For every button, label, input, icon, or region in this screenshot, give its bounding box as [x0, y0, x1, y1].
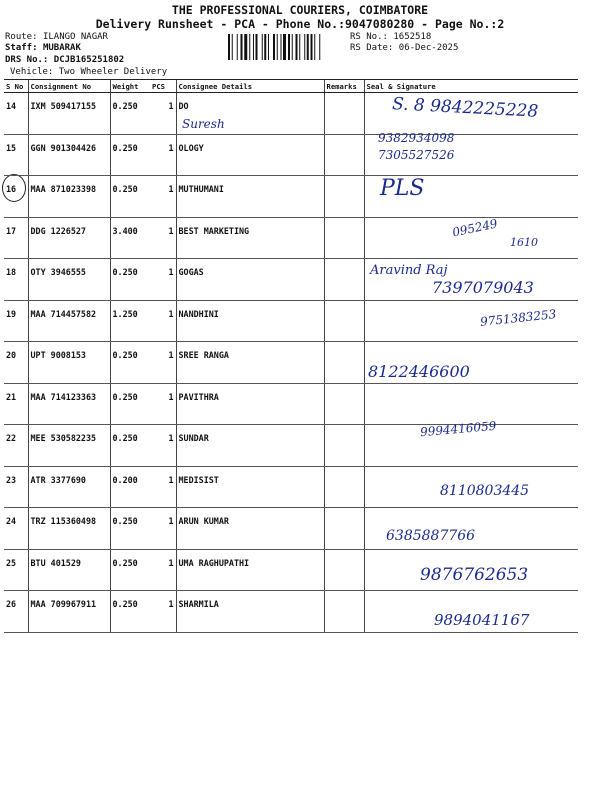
row-seal-signature [364, 383, 578, 425]
row-weight: 0.250 [110, 549, 150, 591]
row-pcs: 1 [150, 342, 176, 384]
row-remarks [324, 176, 364, 218]
row-pcs: 1 [150, 300, 176, 342]
row-weight: 3.400 [110, 217, 150, 259]
row-sno: 23 [4, 466, 28, 508]
row-pcs: 1 [150, 93, 176, 135]
table-row [4, 342, 578, 384]
rs-date-value: 06-Dec-2025 [398, 43, 459, 53]
row-pcs: 1 [150, 259, 176, 301]
rs-no-value: 1652518 [393, 32, 432, 42]
barcode-bar [232, 34, 233, 60]
row-consignee: UMA RAGHUPATHI [176, 549, 324, 591]
row-sno: 19 [4, 300, 28, 342]
row-sno: 21 [4, 383, 28, 425]
row-pcs: 1 [150, 134, 176, 176]
barcode-bar [292, 34, 293, 60]
barcode-bar [249, 34, 250, 60]
barcode-bar [307, 34, 309, 60]
row-pcs: 1 [150, 591, 176, 633]
barcode-bar [277, 34, 278, 60]
barcode-bar [283, 34, 286, 60]
sig-16: PLS [380, 176, 425, 201]
runsheet-table [4, 79, 578, 633]
barcode-bar [253, 34, 254, 60]
row-weight: 0.250 [110, 134, 150, 176]
col-seal: Seal & Signature [364, 80, 578, 93]
barcode-bar [237, 34, 238, 60]
barcode-bar [299, 34, 300, 60]
row-weight: 0.250 [110, 591, 150, 633]
row-consignment-no: GGN 901304426 [28, 134, 110, 176]
row-consignment-no: IXM 509417155 [28, 93, 110, 135]
row-consignee: BEST MARKETING [176, 217, 324, 259]
sig-18b: 7397079043 [432, 278, 534, 297]
row-remarks [324, 342, 364, 384]
row-sno: 17 [4, 217, 28, 259]
table-row [4, 508, 578, 550]
row-pcs: 1 [150, 508, 176, 550]
rs-date-line [350, 43, 458, 53]
row-consignment-no: MAA 714457582 [28, 300, 110, 342]
row-consignee: NANDHINI [176, 300, 324, 342]
sig-14: S. 8 9842225228 [391, 94, 539, 122]
sig-14b: Suresh [182, 117, 225, 131]
row-pcs: 1 [150, 466, 176, 508]
barcode-bar [311, 34, 313, 60]
row-weight: 1.250 [110, 300, 150, 342]
row-pcs: 1 [150, 383, 176, 425]
row-pcs: 1 [150, 217, 176, 259]
row-sno: 18 [4, 259, 28, 301]
row-sno: 15 [4, 134, 28, 176]
staff-line [5, 43, 81, 53]
row-weight: 0.250 [110, 425, 150, 467]
row-consignee: SUNDAR [176, 425, 324, 467]
sig-17b: 1610 [510, 236, 538, 249]
row-consignee: SHARMILA [176, 591, 324, 633]
row-remarks [324, 591, 364, 633]
row-pcs: 1 [150, 549, 176, 591]
row-consignee: ARUN KUMAR [176, 508, 324, 550]
rs-date-label: RS Date: [350, 43, 394, 53]
barcode-bar [314, 34, 315, 60]
row-remarks [324, 466, 364, 508]
row-consignee: OLOGY [176, 134, 324, 176]
row-sno: 20 [4, 342, 28, 384]
row-sno: 22 [4, 425, 28, 467]
barcode [228, 34, 346, 60]
runsheet-subtitle: Delivery Runsheet - PCA - Phone No.:9047080280 - Page No.:2 [95, 17, 505, 31]
row-pcs: 1 [150, 176, 176, 218]
row-consignment-no: UPT 9008153 [28, 342, 110, 384]
drs-label: DRS No.: [5, 55, 49, 65]
row-pcs: 1 [150, 425, 176, 467]
row-remarks [324, 134, 364, 176]
table-header-row [4, 80, 578, 93]
sig-15b: 7305527526 [378, 148, 455, 162]
row-remarks [324, 300, 364, 342]
route-line [5, 32, 108, 42]
sig-18: Aravind Raj [370, 263, 448, 278]
row-weight: 0.250 [110, 342, 150, 384]
barcode-bar [288, 34, 290, 60]
row-consignment-no: MAA 871023398 [28, 176, 110, 218]
sig-25: 9876762653 [420, 565, 529, 585]
barcode-bar [273, 34, 275, 60]
sig-24: 6385887766 [386, 528, 476, 544]
row-remarks [324, 383, 364, 425]
route-value: ILANGO NAGAR [42, 32, 108, 42]
sig-20: 8122446600 [368, 362, 470, 381]
drs-line [5, 55, 124, 65]
row-consignment-no: MAA 709967911 [28, 591, 110, 633]
rs-no-label: RS No.: [350, 32, 388, 42]
barcode-bar [268, 34, 269, 60]
row-consignment-no: TRZ 115360498 [28, 508, 110, 550]
row-consignee: SREE RANGA [176, 342, 324, 384]
barcode-bar [281, 34, 282, 60]
row-consignee: MEDISIST [176, 466, 324, 508]
row-consignment-no: BTU 401529 [28, 549, 110, 591]
barcode-bar [296, 34, 298, 60]
barcode-bar [264, 34, 266, 60]
row-consignee: DO [176, 93, 324, 135]
table-row [4, 134, 578, 176]
col-remarks: Remarks [324, 80, 364, 93]
sig-22: 9994416059 [419, 418, 497, 440]
row-remarks [324, 549, 364, 591]
row-consignee: PAVITHRA [176, 383, 324, 425]
row-sno: 25 [4, 549, 28, 591]
row-consignment-no: ATR 3377690 [28, 466, 110, 508]
vehicle-line: Vehicle: Two Wheeler Delivery [10, 67, 168, 77]
row-weight: 0.250 [110, 93, 150, 135]
company-title: THE PROFESSIONAL COURIERS, COIMBATORE [171, 3, 429, 17]
rs-no-line [350, 32, 431, 42]
sig-26: 9894041167 [434, 611, 530, 629]
row-consignee: GOGAS [176, 259, 324, 301]
barcode-bar [256, 34, 258, 60]
row-remarks [324, 93, 364, 135]
row-weight: 0.250 [110, 383, 150, 425]
col-consignee: Consignee Details [176, 80, 324, 93]
col-consignment: Consignment No [28, 80, 110, 93]
route-label: Route: [5, 32, 38, 42]
row-sno: 14 [4, 93, 28, 135]
row-consignment-no: MEE 530582235 [28, 425, 110, 467]
row-weight: 0.250 [110, 508, 150, 550]
sig-17: 095249 [451, 216, 499, 240]
row-sno: 26 [4, 591, 28, 633]
barcode-bar [262, 34, 263, 60]
row-sno: 24 [4, 508, 28, 550]
row-remarks [324, 259, 364, 301]
barcode-bar [319, 34, 320, 60]
sig-15: 9382934098 [378, 131, 455, 145]
barcode-bar [304, 34, 305, 60]
col-pcs: PCS [150, 80, 176, 93]
drs-value: DCJB165251802 [53, 55, 125, 65]
row-consignment-no: DDG 1226527 [28, 217, 110, 259]
barcode-bar [244, 34, 247, 60]
row-weight: 0.250 [110, 259, 150, 301]
row-weight: 0.250 [110, 176, 150, 218]
row-sno: 16 [4, 176, 28, 218]
col-weight: Weight [110, 80, 150, 93]
row-remarks [324, 508, 364, 550]
sig-23: 8110803445 [440, 483, 530, 499]
table-row [4, 176, 578, 218]
row-consignment-no: MAA 714123363 [28, 383, 110, 425]
sig-19: 9751383253 [479, 307, 557, 329]
staff-label: Staff: [5, 43, 38, 53]
row-remarks [324, 217, 364, 259]
staff-value: MUBARAK [42, 43, 81, 53]
row-consignment-no: OTY 3946555 [28, 259, 110, 301]
row-remarks [324, 425, 364, 467]
col-sno: S No [4, 80, 28, 93]
row-consignee: MUTHUMANI [176, 176, 324, 218]
barcode-bar [228, 34, 230, 60]
barcode-bar [241, 34, 243, 60]
row-weight: 0.200 [110, 466, 150, 508]
